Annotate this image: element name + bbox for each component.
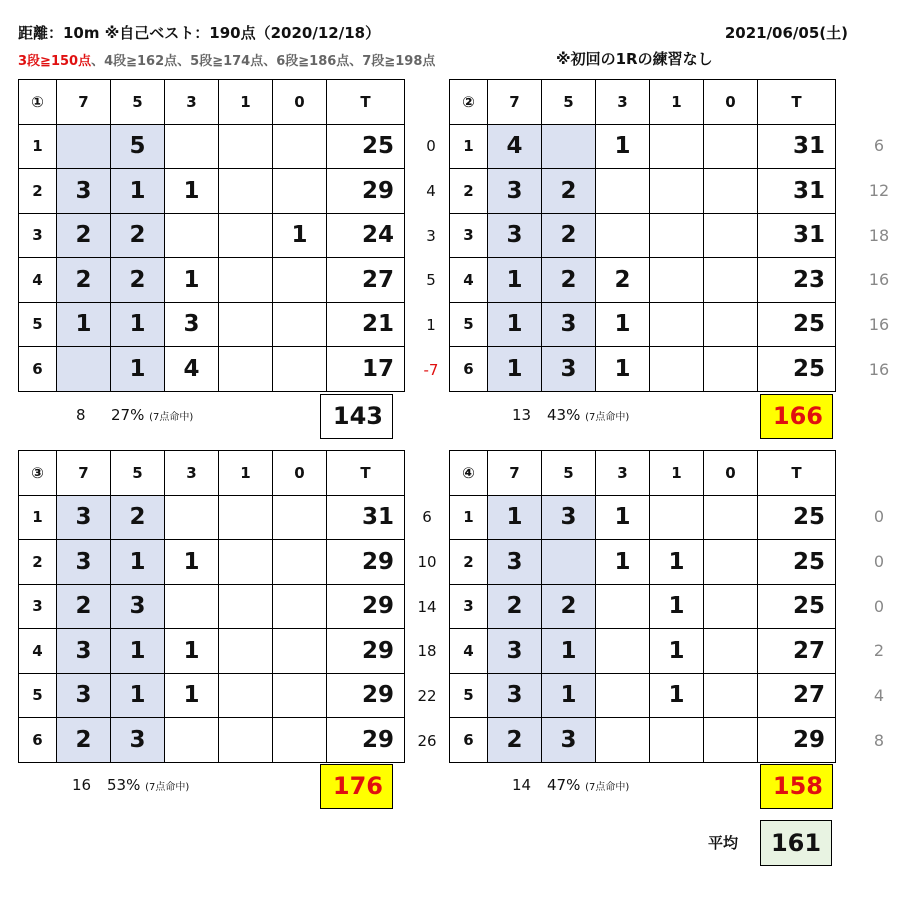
right-diff-value: 12 — [868, 180, 890, 200]
count-3pt: 1 — [165, 169, 219, 214]
count-7pt: 3 — [488, 169, 542, 214]
count-1pt — [219, 718, 273, 763]
count-5pt: 2 — [111, 258, 165, 303]
count-7pt: 3 — [57, 540, 111, 585]
count-5pt: 3 — [542, 495, 596, 540]
count-3pt: 1 — [596, 540, 650, 585]
count-0pt — [273, 718, 327, 763]
round-table-1 — [18, 79, 405, 392]
count-0pt: 1 — [273, 213, 327, 258]
hit-note: (7点命中) — [149, 412, 194, 423]
count-1pt — [219, 213, 273, 258]
end-row — [19, 540, 405, 585]
count-3pt: 1 — [596, 495, 650, 540]
end-number: 2 — [19, 540, 57, 585]
column-header: 5 — [111, 451, 165, 496]
date: 2021/06/05(土) — [724, 24, 848, 42]
count-7pt: 2 — [57, 584, 111, 629]
round-label: ③ — [19, 451, 57, 496]
count-3pt — [596, 718, 650, 763]
end-number: 4 — [19, 258, 57, 303]
column-header: T — [327, 80, 405, 125]
column-header: 3 — [165, 451, 219, 496]
end-number: 3 — [450, 584, 488, 629]
column-header: T — [758, 451, 836, 496]
hit-note: (7点命中) — [585, 412, 630, 423]
end-total: 27 — [758, 629, 836, 674]
count-7pt — [57, 347, 111, 392]
column-header: 7 — [57, 80, 111, 125]
count-3pt: 1 — [165, 629, 219, 674]
count-3pt — [596, 213, 650, 258]
count-3pt: 1 — [596, 302, 650, 347]
end-number: 5 — [450, 302, 488, 347]
right-diff-column — [862, 124, 896, 393]
count-5pt: 2 — [542, 258, 596, 303]
count-0pt — [704, 584, 758, 629]
count-7pt: 2 — [57, 718, 111, 763]
count-3pt: 1 — [165, 540, 219, 585]
count-1pt — [219, 258, 273, 303]
count-7pt: 3 — [57, 169, 111, 214]
count-0pt — [704, 673, 758, 718]
count-5pt: 2 — [542, 584, 596, 629]
count-0pt — [704, 302, 758, 347]
end-total: 29 — [758, 718, 836, 763]
end-number: 3 — [450, 213, 488, 258]
end-row — [19, 213, 405, 258]
column-header: 5 — [542, 80, 596, 125]
column-header: 5 — [542, 451, 596, 496]
right-diff-value: 16 — [868, 359, 890, 379]
count-1pt — [219, 629, 273, 674]
count-1pt — [219, 673, 273, 718]
left-diff-column — [409, 495, 445, 764]
end-number: 1 — [19, 495, 57, 540]
end-number: 5 — [19, 302, 57, 347]
count-7pt: 1 — [488, 258, 542, 303]
count-7pt: 4 — [488, 124, 542, 169]
hit-summary — [512, 776, 629, 794]
end-total: 23 — [758, 258, 836, 303]
column-header: 0 — [273, 451, 327, 496]
end-total: 27 — [327, 258, 405, 303]
column-header: 0 — [704, 451, 758, 496]
end-row — [19, 673, 405, 718]
count-0pt — [273, 169, 327, 214]
count-0pt — [273, 673, 327, 718]
end-row — [450, 584, 836, 629]
end-total: 29 — [327, 673, 405, 718]
end-total: 31 — [758, 124, 836, 169]
right-diff-value: 2 — [873, 641, 885, 661]
end-number: 4 — [19, 629, 57, 674]
right-diff-value: 4 — [873, 686, 885, 706]
count-1pt — [650, 124, 704, 169]
count-5pt: 1 — [111, 540, 165, 585]
count-7pt — [57, 124, 111, 169]
left-diff-value: 4 — [426, 181, 436, 200]
left-diff-column — [413, 124, 449, 393]
hit-count: 14 — [512, 776, 532, 794]
end-number: 6 — [450, 718, 488, 763]
count-5pt: 1 — [111, 629, 165, 674]
count-7pt: 2 — [57, 213, 111, 258]
count-0pt — [273, 540, 327, 585]
hit-count: 13 — [512, 406, 532, 424]
end-number: 2 — [19, 169, 57, 214]
count-5pt: 2 — [111, 213, 165, 258]
right-diff-value: 16 — [868, 270, 890, 290]
count-5pt: 2 — [542, 169, 596, 214]
round-table-4 — [449, 450, 836, 763]
end-total: 25 — [758, 584, 836, 629]
end-number: 6 — [19, 347, 57, 392]
right-diff-value: 18 — [868, 225, 890, 245]
count-3pt — [596, 673, 650, 718]
count-5pt: 3 — [542, 718, 596, 763]
column-header: 0 — [273, 80, 327, 125]
end-row — [19, 169, 405, 214]
right-diff-value: 0 — [873, 507, 885, 526]
count-3pt — [165, 124, 219, 169]
end-number: 3 — [19, 584, 57, 629]
count-0pt — [273, 258, 327, 303]
end-row — [19, 347, 405, 392]
count-3pt — [596, 584, 650, 629]
end-number: 1 — [450, 124, 488, 169]
count-0pt — [273, 347, 327, 392]
count-5pt: 2 — [542, 213, 596, 258]
hit-count: 8 — [76, 406, 86, 424]
count-7pt: 3 — [488, 213, 542, 258]
column-header: 3 — [165, 80, 219, 125]
end-row — [450, 540, 836, 585]
end-total: 29 — [327, 540, 405, 585]
column-header: 3 — [596, 451, 650, 496]
end-row — [450, 495, 836, 540]
round-total: 166 — [760, 394, 833, 439]
count-5pt — [542, 540, 596, 585]
end-number: 6 — [19, 718, 57, 763]
count-1pt — [650, 258, 704, 303]
count-0pt — [704, 169, 758, 214]
hit-summary — [76, 406, 193, 424]
count-1pt: 1 — [650, 673, 704, 718]
count-5pt: 1 — [111, 673, 165, 718]
count-1pt — [219, 584, 273, 629]
column-header: 1 — [650, 451, 704, 496]
count-5pt: 5 — [111, 124, 165, 169]
count-0pt — [704, 124, 758, 169]
end-number: 1 — [450, 495, 488, 540]
round-label: ④ — [450, 451, 488, 496]
right-diff-value: 8 — [873, 730, 885, 750]
count-1pt — [219, 169, 273, 214]
end-row — [19, 629, 405, 674]
left-diff-value: 22 — [417, 687, 437, 706]
end-total: 21 — [327, 302, 405, 347]
end-row — [19, 302, 405, 347]
end-row — [450, 347, 836, 392]
average-value: 161 — [760, 820, 832, 866]
count-7pt: 3 — [488, 540, 542, 585]
count-1pt — [219, 347, 273, 392]
end-total: 29 — [327, 169, 405, 214]
rank-3dan: 3段≧150点 — [18, 54, 92, 69]
hit-percentage: 53% — [107, 776, 141, 794]
round-label: ① — [19, 80, 57, 125]
count-3pt — [165, 213, 219, 258]
left-diff-value: 5 — [426, 271, 436, 290]
count-0pt — [704, 258, 758, 303]
end-number: 4 — [450, 258, 488, 303]
count-3pt: 4 — [165, 347, 219, 392]
count-7pt: 3 — [57, 495, 111, 540]
column-header: 1 — [219, 451, 273, 496]
count-5pt: 1 — [542, 673, 596, 718]
end-row — [450, 213, 836, 258]
count-3pt — [596, 629, 650, 674]
column-header: 7 — [488, 451, 542, 496]
left-diff-value: 6 — [422, 508, 432, 526]
count-3pt — [165, 718, 219, 763]
count-1pt — [650, 169, 704, 214]
left-diff-value: 0 — [426, 137, 436, 155]
round-table-3 — [18, 450, 405, 763]
left-diff-value: 26 — [417, 731, 437, 750]
column-header: 7 — [488, 80, 542, 125]
average-label: 平均 — [708, 834, 739, 852]
column-header: 7 — [57, 451, 111, 496]
left-diff-value: 10 — [417, 552, 437, 571]
end-number: 5 — [450, 673, 488, 718]
end-total: 25 — [758, 302, 836, 347]
end-total: 25 — [327, 124, 405, 169]
column-header: 0 — [704, 80, 758, 125]
count-0pt — [704, 540, 758, 585]
right-diff-value: 16 — [868, 315, 890, 335]
end-row — [450, 302, 836, 347]
hit-note: (7点命中) — [145, 782, 190, 793]
count-3pt: 2 — [596, 258, 650, 303]
count-1pt: 1 — [650, 540, 704, 585]
left-diff-value: -7 — [423, 360, 439, 379]
count-1pt — [219, 495, 273, 540]
column-header: 3 — [596, 80, 650, 125]
end-row — [19, 584, 405, 629]
count-5pt: 3 — [111, 584, 165, 629]
end-row — [19, 495, 405, 540]
end-total: 29 — [327, 718, 405, 763]
count-1pt — [219, 540, 273, 585]
end-total: 29 — [327, 584, 405, 629]
hit-count: 16 — [72, 776, 92, 794]
count-5pt: 1 — [111, 302, 165, 347]
hit-summary — [72, 776, 189, 794]
end-row — [19, 258, 405, 303]
round-table-2 — [449, 79, 836, 392]
round-total: 143 — [320, 394, 393, 439]
end-total: 29 — [327, 629, 405, 674]
count-3pt: 3 — [165, 302, 219, 347]
count-1pt — [650, 718, 704, 763]
end-number: 2 — [450, 540, 488, 585]
end-number: 1 — [19, 124, 57, 169]
column-header: 1 — [650, 80, 704, 125]
left-diff-value: 14 — [417, 597, 437, 616]
end-total: 25 — [758, 495, 836, 540]
column-header: T — [327, 451, 405, 496]
left-diff-value: 3 — [426, 226, 436, 245]
right-diff-value: 0 — [873, 551, 885, 571]
count-1pt — [650, 347, 704, 392]
count-3pt — [165, 584, 219, 629]
end-total: 27 — [758, 673, 836, 718]
hit-summary — [512, 406, 629, 424]
column-header: 5 — [111, 80, 165, 125]
left-diff-value: 1 — [426, 316, 436, 335]
hit-percentage: 47% — [547, 776, 581, 794]
end-total: 25 — [758, 540, 836, 585]
end-row — [450, 169, 836, 214]
round-total: 176 — [320, 764, 393, 809]
count-3pt: 1 — [165, 258, 219, 303]
count-7pt: 1 — [57, 302, 111, 347]
end-row — [450, 673, 836, 718]
count-3pt: 1 — [596, 347, 650, 392]
rank-thresholds — [18, 50, 435, 69]
count-1pt: 1 — [650, 584, 704, 629]
end-total: 25 — [758, 347, 836, 392]
end-row — [450, 124, 836, 169]
count-5pt: 3 — [542, 347, 596, 392]
count-0pt — [704, 213, 758, 258]
count-0pt — [273, 584, 327, 629]
end-number: 4 — [450, 629, 488, 674]
end-row — [19, 124, 405, 169]
practice-note: ※初回の1Rの練習なし — [556, 50, 713, 68]
count-1pt — [650, 495, 704, 540]
count-1pt — [650, 302, 704, 347]
count-3pt: 1 — [596, 124, 650, 169]
count-7pt: 3 — [488, 629, 542, 674]
count-3pt: 1 — [165, 673, 219, 718]
count-0pt — [704, 495, 758, 540]
end-row — [450, 718, 836, 763]
round-total: 158 — [760, 764, 833, 809]
count-7pt: 2 — [488, 584, 542, 629]
end-total: 31 — [758, 213, 836, 258]
count-7pt: 3 — [57, 673, 111, 718]
count-5pt: 1 — [542, 629, 596, 674]
hit-note: (7点命中) — [585, 782, 630, 793]
count-1pt — [650, 213, 704, 258]
round-label: ② — [450, 80, 488, 125]
end-number: 3 — [19, 213, 57, 258]
count-5pt — [542, 124, 596, 169]
end-total: 31 — [327, 495, 405, 540]
count-3pt — [165, 495, 219, 540]
end-total: 31 — [758, 169, 836, 214]
column-header: T — [758, 80, 836, 125]
hit-percentage: 27% — [111, 406, 145, 424]
count-5pt: 3 — [542, 302, 596, 347]
end-row — [450, 629, 836, 674]
end-number: 2 — [450, 169, 488, 214]
end-number: 5 — [19, 673, 57, 718]
right-diff-value: 0 — [873, 596, 885, 616]
count-7pt: 1 — [488, 495, 542, 540]
count-5pt: 1 — [111, 347, 165, 392]
count-7pt: 1 — [488, 347, 542, 392]
right-diff-column — [862, 495, 896, 764]
count-7pt: 2 — [488, 718, 542, 763]
count-7pt: 3 — [488, 673, 542, 718]
count-5pt: 3 — [111, 718, 165, 763]
count-7pt: 3 — [57, 629, 111, 674]
count-1pt — [219, 302, 273, 347]
count-3pt — [596, 169, 650, 214]
end-total: 24 — [327, 213, 405, 258]
count-0pt — [273, 302, 327, 347]
distance-best-info: 距離：10m ※自己ベスト：190点（2020/12/18） — [18, 24, 381, 42]
end-total: 17 — [327, 347, 405, 392]
count-0pt — [704, 347, 758, 392]
count-1pt — [219, 124, 273, 169]
end-row — [19, 718, 405, 763]
count-0pt — [273, 124, 327, 169]
count-0pt — [704, 718, 758, 763]
right-diff-value: 6 — [873, 136, 885, 155]
count-5pt: 1 — [111, 169, 165, 214]
count-0pt — [273, 495, 327, 540]
count-7pt: 1 — [488, 302, 542, 347]
count-7pt: 2 — [57, 258, 111, 303]
count-5pt: 2 — [111, 495, 165, 540]
left-diff-value: 18 — [417, 642, 437, 661]
rank-others: 、4段≧162点、5段≧174点、6段≧186点、7段≧198点 — [91, 54, 436, 69]
end-row — [450, 258, 836, 303]
count-1pt: 1 — [650, 629, 704, 674]
hit-percentage: 43% — [547, 406, 581, 424]
count-0pt — [704, 629, 758, 674]
count-0pt — [273, 629, 327, 674]
column-header: 1 — [219, 80, 273, 125]
end-number: 6 — [450, 347, 488, 392]
